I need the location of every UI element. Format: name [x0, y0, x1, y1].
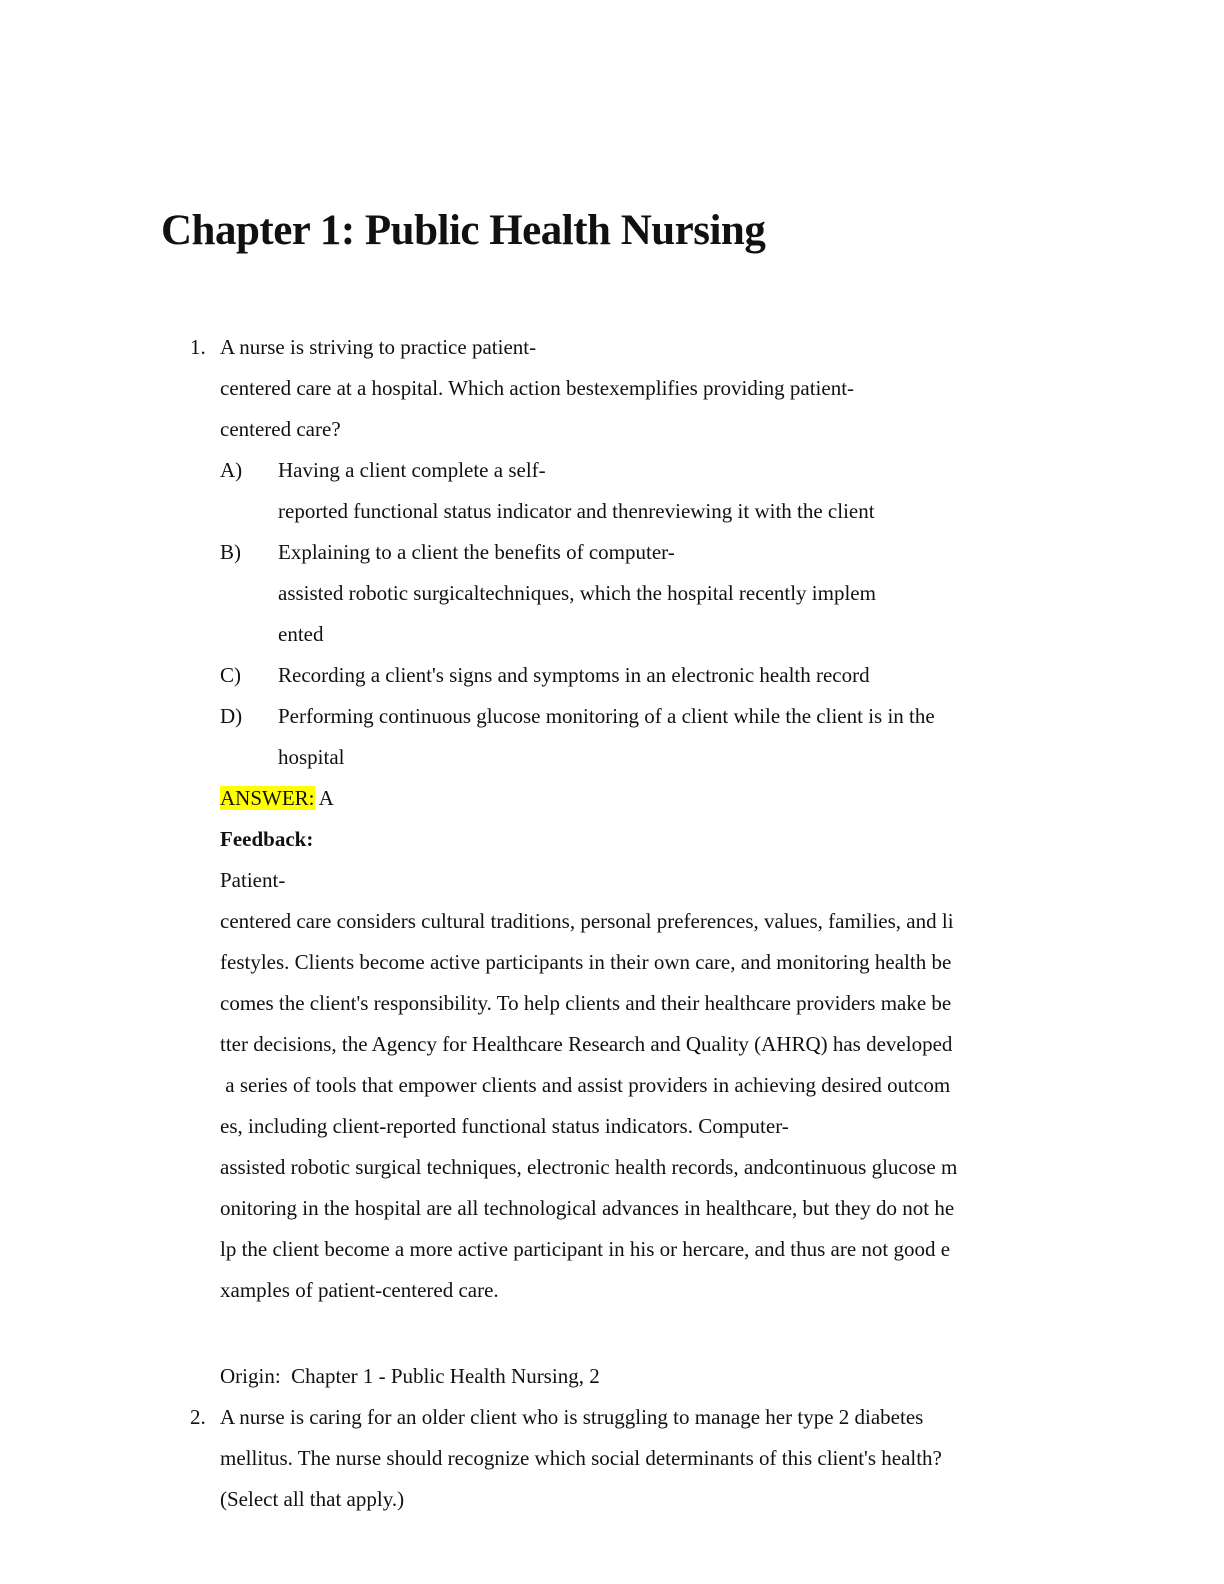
origin-line: Origin: Chapter 1 - Public Health Nursing, 2 [220, 1364, 600, 1388]
answer-line [220, 785, 334, 811]
question-number: 1. [190, 335, 206, 359]
feedback-label: Feedback: [220, 827, 314, 851]
question-stem-line: (Select all that apply.) [220, 1487, 405, 1511]
option-text: Recording a client's signs and symptoms in an electronic health record [278, 663, 870, 687]
feedback-line: onitoring in the hospital are all technological advances in healthcare, but they do not he [220, 1196, 955, 1220]
feedback-line: lp the client become a more active participant in his or hercare, and thus are not good e [220, 1237, 951, 1261]
option-text: Having a client complete a self- [278, 458, 546, 482]
feedback-line: comes the client's responsibility. To help clients and their healthcare providers make be [220, 991, 952, 1015]
question-stem-line: A nurse is caring for an older client who is struggling to manage her type 2 diabetes [220, 1405, 924, 1429]
feedback-line: assisted robotic surgical techniques, electronic health records, andcontinuous glucose m [220, 1155, 958, 1179]
feedback-line: es, including client-reported functional status indicators. Computer- [220, 1114, 789, 1138]
option-text: reported functional status indicator and thenreviewing it with the client [278, 499, 875, 523]
feedback-line: Patient- [220, 868, 286, 892]
feedback-line: xamples of patient-centered care. [220, 1278, 499, 1302]
option-letter: B) [220, 540, 241, 564]
option-text: assisted robotic surgicaltechniques, which the hospital recently implem [278, 581, 876, 605]
question-stem-line: A nurse is striving to practice patient- [220, 335, 537, 359]
option-letter: D) [220, 704, 243, 728]
option-text: hospital [278, 745, 345, 769]
question-stem-line: centered care at a hospital. Which action bestexemplifies providing patient- [220, 376, 855, 400]
question-stem-line: centered care? [220, 417, 341, 441]
chapter-title: Chapter 1: Public Health Nursing [161, 207, 766, 254]
question-stem-line: mellitus. The nurse should recognize which social determinants of this client's health? [220, 1446, 942, 1470]
option-letter: C) [220, 663, 241, 687]
option-text: Performing continuous glucose monitoring of a client while the client is in the [278, 704, 935, 728]
option-text: Explaining to a client the benefits of computer- [278, 540, 675, 564]
answer-label: ANSWER: [220, 786, 315, 810]
feedback-line: festyles. Clients become active participants in their own care, and monitoring health be [220, 950, 952, 974]
answer-value: A [318, 786, 334, 810]
feedback-line: a series of tools that empower clients and assist providers in achieving desired outcom [220, 1073, 951, 1097]
option-text: ented [278, 622, 324, 646]
feedback-line: tter decisions, the Agency for Healthcare Research and Quality (AHRQ) has developed [220, 1032, 953, 1056]
option-letter: A) [220, 458, 243, 482]
feedback-line: centered care considers cultural traditions, personal preferences, values, families, and li [220, 909, 954, 933]
question-number: 2. [190, 1405, 206, 1429]
